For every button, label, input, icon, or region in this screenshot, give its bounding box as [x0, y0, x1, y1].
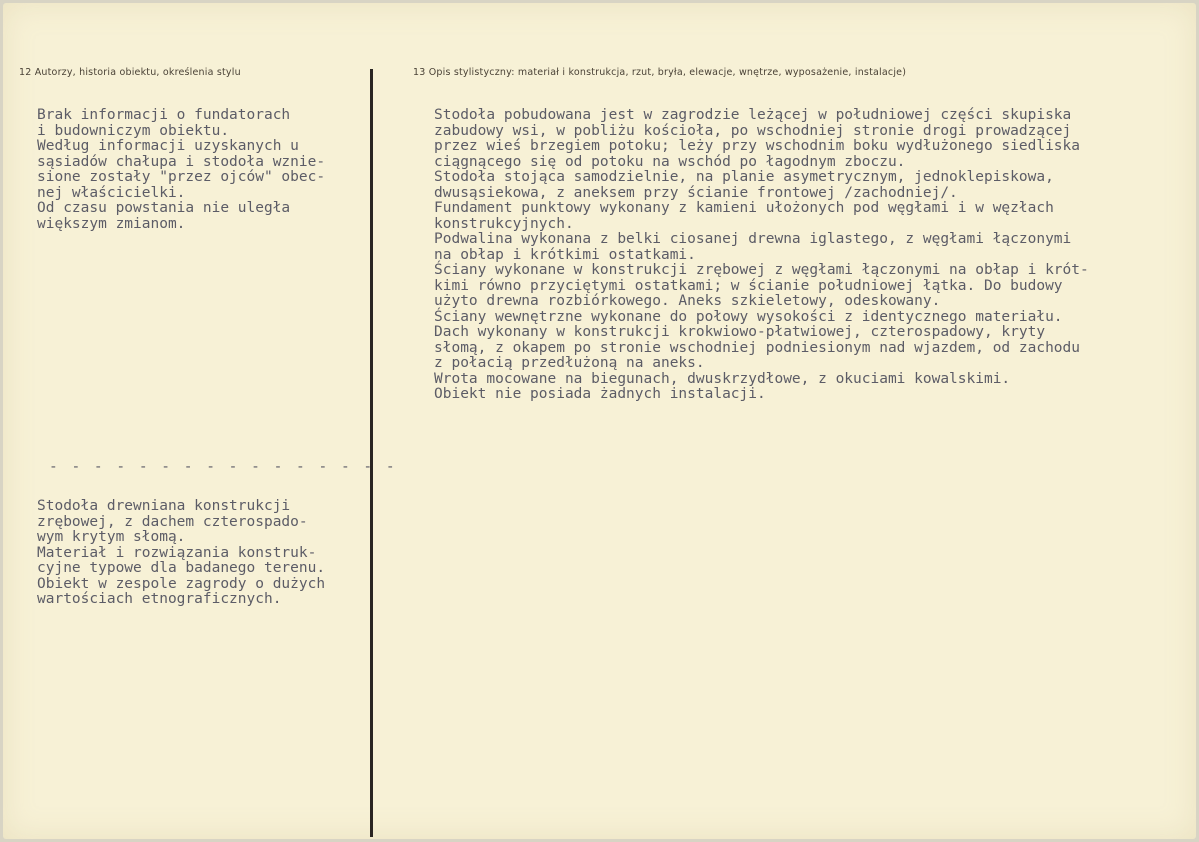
history-text: Brak informacji o fundatorach i budowniczym obiektu. Według informacji uzyskanych u sąsiadów chałupa i stodoła wznie- sione zostały "przez ojców" obec- nej właścicielki. Od czasu powstania nie uległa większym zmianom. [37, 107, 326, 232]
right-column-header: 13 Opis stylistyczny: materiał i konstrukcja, rzut, bryła, elewacje, wnętrze, wyposażenie, instalacje) [413, 67, 907, 78]
inventory-card [3, 3, 1196, 839]
left-column-header: 12 Autorzy, historia obiektu, określenia stylu [19, 67, 241, 78]
style-text: Stodoła drewniana konstrukcji zrębowej, z dachem czterospado- wym krytym słomą. Materiał i rozwiązania konstruk- cyjne typowe dla badanego terenu. Obiekt w zespole zagrody o dużych wartościach etnograficznych. [37, 498, 326, 607]
dashed-separator: - - - - - - - - - - - - - - - - [49, 459, 398, 475]
description-text: Stodoła pobudowana jest w zagrodzie leżącej w południowej części skupiska zabudowy wsi, w pobliżu kościoła, po wschodniej stronie drogi prowadzącej przez wieś brzegiem potoku; leży przy wschodnim boku wydłużonego siedliska ciągnącego się od potoku na wschód po łagodnym zboczu. Stodoła stojąca samodzielnie, na planie asymetrycznym, jednoklepiskowa, dwusąsiekowa, z aneksem przy ścianie frontowej /zachodniej/. Fundament punktowy wykonany z kamieni ułożonych pod węgłami i w węzłach konstrukcyjnych. Podwalina wykonana z belki ciosanej drewna iglastego, z węgłami łączonymi na obłap i krótkimi ostatkami. Ściany wykonane w konstrukcji zrębowej z węgłami łączonymi na obłap i krót- kimi równo przyciętymi ostatkami; w ścianie południowej łątka. Do budowy użyto drewna rozbiórkowego. Aneks szkieletowy, odeskowany. Ściany wewnętrzne wykonane do połowy wysokości z identycznego materiału. Dach wykonany w konstrukcji krokwiowo-płatwiowej, czterospadowy, kryty słomą, z okapem po stronie wschodniej podniesionym nad wjazdem, od zachodu z połacią przedłużoną na aneks. Wrota mocowane na biegunach, dwuskrzydłowe, z okuciami kowalskimi. Obiekt nie posiada żadnych instalacji. [434, 107, 1089, 402]
column-divider [370, 69, 373, 837]
